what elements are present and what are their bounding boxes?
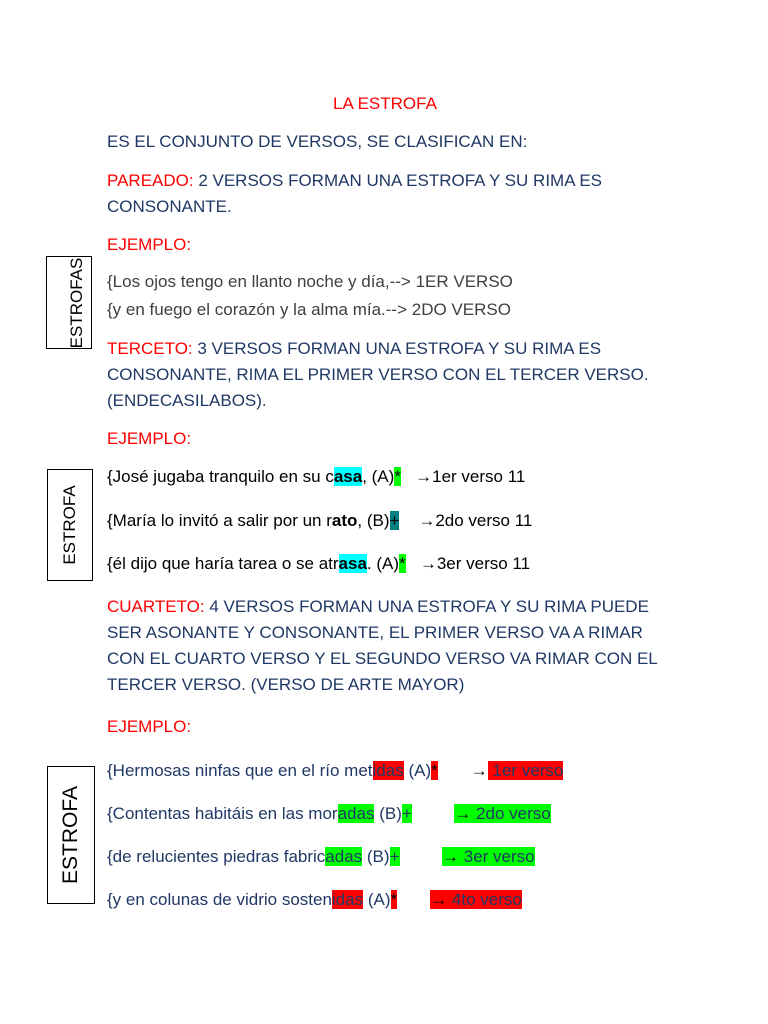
terceto-verse-3	[107, 554, 530, 574]
arrow-icon: →	[419, 554, 437, 573]
verse-note: 2do verso 11	[435, 511, 533, 530]
estrofas-side-label: ESTROFAS	[67, 257, 86, 348]
cuarteto-verse-1	[107, 761, 563, 781]
rhyme-mark: +	[389, 847, 400, 866]
verse-note: 1er verso	[487, 761, 564, 780]
rhyme-letter: (A)	[363, 890, 391, 909]
rhyme-letter: , (A)	[362, 467, 395, 486]
verse-text: {Hermosas ninfas que en el río met	[107, 761, 373, 780]
pareado-desc: 2 VERSOS FORMAN UNA ESTROFA Y SU RIMA ES CONSONANTE.	[107, 171, 603, 216]
arrow-icon: →	[454, 804, 472, 823]
terceto-verse-2	[107, 511, 532, 531]
verse-note: 4to verso	[447, 890, 522, 909]
rhyme-mark: *	[394, 467, 401, 486]
intro-text: ES EL CONJUNTO DE VERSOS, SE CLASIFICAN EN:	[107, 132, 528, 151]
arrow-icon: →	[430, 890, 448, 909]
rhyme-highlight: ato	[331, 511, 358, 530]
pareado-verse-1: {Los ojos tengo en llanto noche y día,--> 1ER VERSO	[107, 272, 513, 291]
verse-note: 3er verso 11	[436, 554, 531, 573]
rhyme-highlight: adas	[325, 847, 363, 866]
pareado-verse-2: {y en fuego el corazón y la alma mía.--> 2DO VERSO	[107, 300, 511, 319]
cuarteto-label: CUARTETO:	[107, 597, 205, 616]
rhyme-mark: +	[389, 511, 400, 530]
verse-text: {y en colunas de vidrio sosten	[107, 890, 332, 909]
terceto-example-label: EJEMPLO:	[107, 429, 192, 448]
verse-note: 1er verso 11	[432, 467, 526, 486]
arrow-icon: →	[415, 467, 433, 486]
cuarteto-side-label: ESTROFA	[59, 785, 82, 885]
rhyme-letter: , (B)	[357, 511, 390, 530]
pareado-definition	[107, 168, 667, 220]
rhyme-mark: *	[431, 761, 438, 780]
page-title: LA ESTROFA	[333, 94, 437, 113]
terceto-side-label: ESTROFA	[60, 485, 79, 565]
verse-text: {de relucientes piedras fabric	[107, 847, 326, 866]
rhyme-letter: (A)	[403, 761, 432, 780]
cuarteto-verse-3	[107, 847, 535, 867]
verse-note: 2do verso	[471, 804, 551, 823]
verse-text: {él dijo que haría tarea o se atr	[107, 554, 339, 573]
rhyme-mark: *	[399, 554, 406, 573]
verse-note: 3er verso	[459, 847, 535, 866]
verse-text: {José jugaba tranquilo en su c	[107, 467, 334, 486]
rhyme-highlight: adas	[337, 804, 375, 823]
rhyme-mark: *	[390, 890, 398, 909]
arrow-icon: →	[470, 761, 488, 780]
rhyme-letter: (B)	[374, 804, 402, 823]
verse-text: {Contentas habitáis en las mor	[107, 804, 338, 823]
pareado-example-label: EJEMPLO:	[107, 235, 192, 254]
rhyme-letter: . (A)	[366, 554, 400, 573]
verse-text: {María lo invitó a salir por un r	[107, 511, 332, 530]
cuarteto-side-box	[47, 766, 95, 904]
terceto-verse-1	[107, 467, 525, 487]
rhyme-highlight: idas	[372, 761, 404, 780]
rhyme-mark: +	[401, 804, 412, 823]
pareado-label: PAREADO:	[107, 171, 194, 190]
terceto-side-box	[47, 469, 93, 581]
terceto-label: TERCETO:	[107, 339, 193, 358]
cuarteto-verse-2	[107, 804, 551, 824]
terceto-desc: 3 VERSOS FORMAN UNA ESTROFA Y SU RIMA ES CONSONANTE, RIMA EL PRIMER VERSO CON EL TERCER VERSO. (ENDECASILABOS).	[107, 339, 649, 410]
rhyme-highlight: idas	[331, 890, 364, 909]
arrow-icon: →	[442, 847, 460, 866]
cuarteto-example-label: EJEMPLO:	[107, 717, 192, 736]
cuarteto-definition	[107, 594, 667, 698]
estrofas-side-box	[46, 256, 92, 349]
cuarteto-desc: 4 VERSOS FORMAN UNA ESTROFA Y SU RIMA PUEDE SER ASONANTE Y CONSONANTE, EL PRIMER VERSO VA A RIMAR CON EL CUARTO VERSO Y EL SEGUNDO VERSO VA RIMAR CON EL TERCER VERSO. (VERSO DE ARTE MAYOR)	[107, 597, 658, 694]
rhyme-highlight: asa	[333, 467, 363, 486]
cuarteto-verse-4	[107, 890, 522, 910]
rhyme-letter: (B)	[362, 847, 390, 866]
rhyme-highlight: asa	[338, 554, 367, 573]
terceto-definition	[107, 336, 667, 414]
arrow-icon: →	[418, 511, 436, 530]
